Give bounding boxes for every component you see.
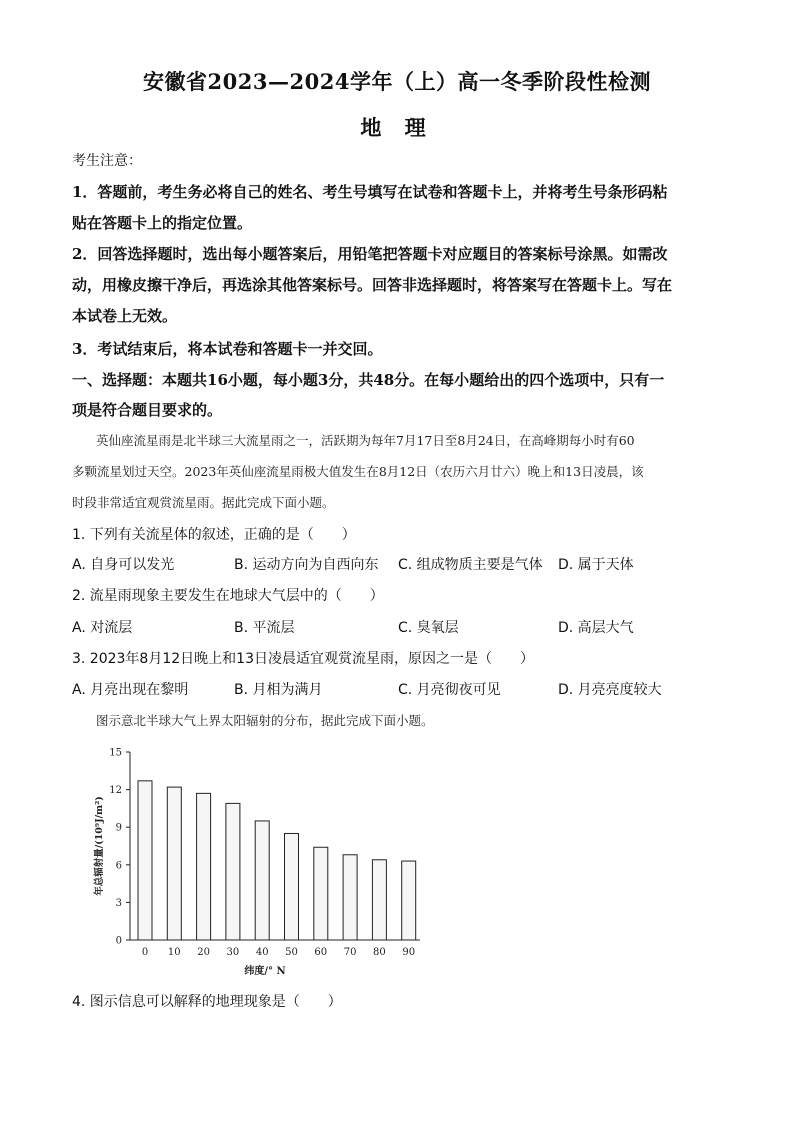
x-tick-label: 0 [141, 947, 149, 958]
bar-latitude-20 [197, 793, 211, 940]
notice-item-3: 3．考试结束后，将本试卷和答题卡一并交回。 [72, 340, 383, 358]
bar-latitude-50 [285, 833, 299, 940]
x-tick-label: 80 [373, 947, 386, 958]
passage-1-line-2: 多颗流星划过天空。2023年英仙座流星雨极大值发生在8月12日（农历六月廿六）晚上和13日凌晨，该 [72, 464, 644, 479]
bar-latitude-30 [226, 803, 240, 940]
question-4-stem: 4. 图示信息可以解释的地理现象是（ ） [72, 994, 342, 1010]
question-3-option-c: C. 月亮彻夜可见 [398, 682, 501, 698]
question-1-option-a: A. 自身可以发光 [72, 557, 175, 573]
bar-latitude-90 [402, 861, 416, 940]
y-tick-label: 9 [115, 822, 122, 834]
bars [138, 781, 416, 940]
question-2-stem: 2. 流星雨现象主要发生在地球大气层中的（ ） [72, 588, 384, 604]
passage-1-line-3: 时段非常适宜观赏流星雨。据此完成下面小题。 [72, 495, 335, 510]
solar-radiation-bar-chart [90, 740, 430, 980]
x-tick-label: 60 [314, 947, 328, 958]
y-axis-label: 年总辐射量/(10⁹J/m²) [94, 796, 105, 896]
subject-title: 地 理 [360, 115, 434, 140]
y-axis-ticks [109, 748, 130, 947]
y-tick-label: 15 [109, 747, 122, 759]
bar-latitude-10 [167, 787, 181, 940]
question-2-options [72, 618, 732, 638]
question-2-option-b: B. 平流层 [234, 620, 295, 636]
question-3-options [72, 680, 732, 700]
bar-latitude-60 [314, 847, 328, 940]
notice-item-2-line-2: 动，用橡皮擦干净后，再选涂其他答案标号。回答非选择题时，将答案写在答题卡上。写在 [72, 276, 673, 294]
x-tick-label: 90 [402, 947, 416, 958]
bar-latitude-40 [255, 821, 269, 940]
x-axis-ticks [142, 947, 415, 958]
exam-title: 安徽省2023—2024学年（上）高一冬季阶段性检测 [143, 69, 651, 94]
section-heading-line-2: 项是符合题目要求的。 [72, 401, 223, 419]
question-1-option-d: D. 属于天体 [558, 557, 634, 573]
y-tick-label: 12 [109, 785, 122, 797]
notice-item-2-line-1: 2．回答选择题时，选出每小题答案后，用铅笔把答题卡对应题目的答案标号涂黑。如需改 [72, 245, 668, 263]
notice-item-2-line-3: 本试卷上无效。 [72, 307, 178, 325]
question-2-option-a: A. 对流层 [72, 620, 133, 636]
question-3-stem: 3. 2023年8月12日晚上和13日凌晨适宜观赏流星雨，原因之一是（ ） [72, 651, 534, 667]
y-tick-label: 0 [115, 935, 122, 947]
x-tick-label: 40 [255, 947, 269, 958]
x-tick-label: 20 [197, 947, 210, 958]
question-2-option-c: C. 臭氧层 [398, 620, 459, 636]
bar-latitude-80 [372, 860, 386, 940]
question-3-option-d: D. 月亮亮度较大 [558, 682, 662, 698]
x-tick-label: 50 [285, 947, 298, 958]
passage-1-line-1: 英仙座流星雨是北半球三大流星雨之一，活跃期为每年7月17日至8月24日，在高峰期每小时有60 [96, 433, 635, 448]
bar-latitude-70 [343, 855, 357, 940]
question-2-option-d: D. 高层大气 [558, 620, 634, 636]
notice-item-1-line-2: 贴在答题卡上的指定位置。 [72, 214, 253, 232]
question-1-stem: 1. 下列有关流星体的叙述，正确的是（ ） [72, 527, 356, 543]
x-tick-label: 30 [226, 947, 240, 958]
question-1-options [72, 555, 732, 575]
section-heading-line-1: 一、选择题：本题共16小题，每小题3分，共48分。在每小题给出的四个选项中，只有一 [72, 371, 665, 389]
question-1-option-b: B. 运动方向为自西向东 [234, 557, 379, 573]
x-tick-label: 70 [343, 947, 357, 958]
question-3-option-b: B. 月相为满月 [234, 682, 323, 698]
x-axis-label: 纬度/° N [244, 966, 286, 977]
passage-2: 图示意北半球大气上界太阳辐射的分布，据此完成下面小题。 [96, 713, 434, 728]
y-tick-label: 3 [115, 897, 122, 909]
bar-latitude-0 [138, 781, 152, 940]
y-tick-label: 6 [115, 860, 122, 872]
notice-item-1-line-1: 1．答题前，考生务必将自己的姓名、考生号填写在试卷和答题卡上，并将考生号条形码粘 [72, 183, 668, 201]
notice-heading: 考生注意： [72, 153, 142, 169]
question-1-option-c: C. 组成物质主要是气体 [398, 557, 543, 573]
question-3-option-a: A. 月亮出现在黎明 [72, 682, 189, 698]
x-tick-label: 10 [167, 947, 181, 958]
